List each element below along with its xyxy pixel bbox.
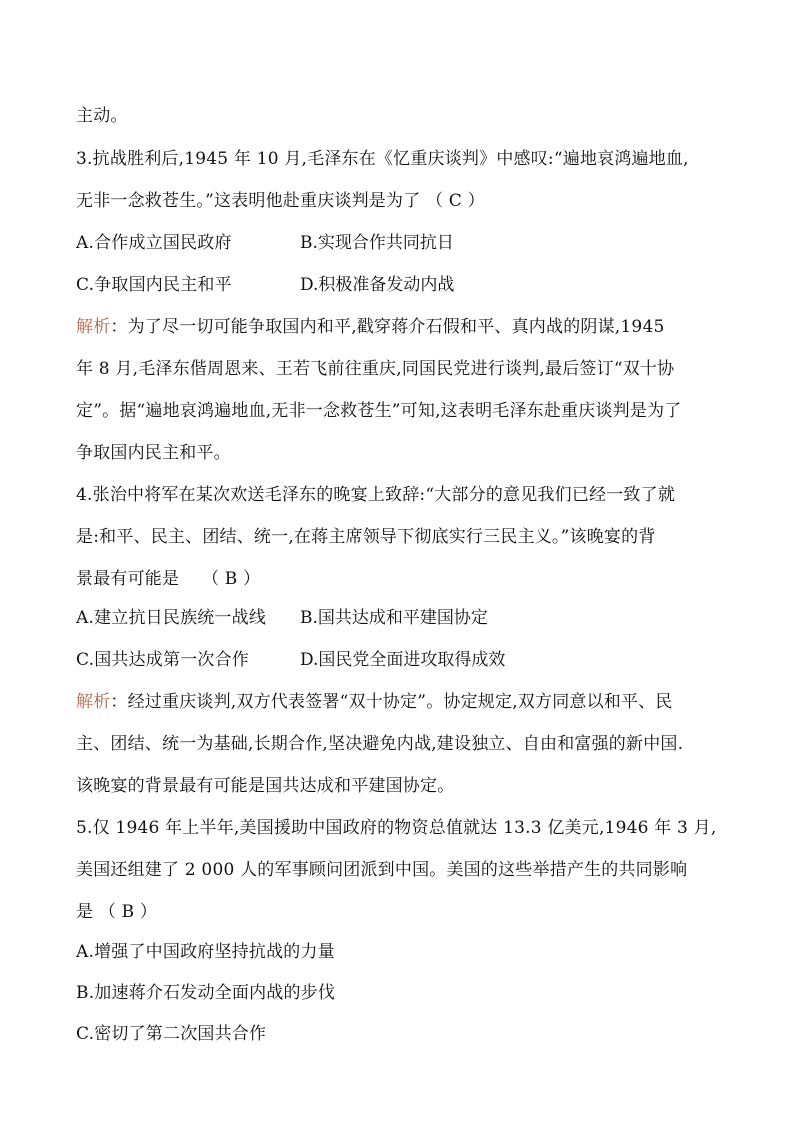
question-4-stem-line-1: 4.张治中将军在某次欢送毛泽东的晚宴上致辞:“大部分的意见我们已经一致了就 xyxy=(76,485,676,505)
question-3-option-b: B.实现合作共同抗日 xyxy=(300,233,454,253)
question-5-stem-line-3: 是 （ B ） xyxy=(76,902,158,922)
question-5-option-a: A.增强了中国政府坚持抗战的力量 xyxy=(76,942,335,962)
question-4-stem-line-3: 景最有可能是 （ B ） xyxy=(76,569,261,589)
question-3-stem-line-1: 3.抗战胜利后,1945 年 10 月,毛泽东在《忆重庆谈判》中感叹:“遍地哀鸿遍地血, xyxy=(76,149,689,169)
question-4-analysis-line-1 xyxy=(76,690,673,714)
question-3-analysis-line-4: 争取国内民主和平。 xyxy=(76,443,231,463)
analysis-label: 解析 xyxy=(76,692,111,712)
question-4-option-c: C.国共达成第一次合作 xyxy=(76,650,250,670)
question-3-stem-line-2: 无非一念救苍生。”这表明他赴重庆谈判是为了 （ C ） xyxy=(76,191,485,211)
question-4-option-a: A.建立抗日民族统一战线 xyxy=(76,608,267,628)
question-3-analysis-line-2: 年 8 月,毛泽东偕周恩来、王若飞前往重庆,同国民党进行谈判,最后签订“双十协 xyxy=(76,359,675,379)
question-3-option-d: D.积极准备发动内战 xyxy=(300,275,455,295)
question-3-analysis-line-1 xyxy=(76,315,664,339)
question-4-stem-line-2: 是:和平、民主、团结、统一,在蒋主席领导下彻底实行三民主义。”该晚宴的背 xyxy=(76,527,656,547)
question-5-option-b: B.加速蒋介石发动全面内战的步伐 xyxy=(76,983,336,1003)
question-4-option-b: B.国共达成和平建国协定 xyxy=(300,608,488,628)
question-5-option-c: C.密切了第二次国共合作 xyxy=(76,1024,267,1044)
question-3-option-a: A.合作成立国民政府 xyxy=(76,233,232,253)
question-4-option-d: D.国民党全面进攻取得成效 xyxy=(300,650,506,670)
analysis-text: ：为了尽一切可能争取国内和平,戳穿蒋介石假和平、真内战的阴谋,1945 xyxy=(110,317,665,337)
question-4-analysis-line-3: 该晚宴的背景最有可能是国共达成和平建国协定。 xyxy=(76,776,455,796)
analysis-label: 解析 xyxy=(76,317,111,337)
question-5-stem-line-1: 5.仅 1946 年上半年,美国援助中国政府的物资总值就达 13.3 亿美元,1946 年 3 月, xyxy=(76,818,717,838)
question-3-option-c: C.争取国内民主和平 xyxy=(76,275,232,295)
question-3-analysis-line-3: 定”。据“遍地哀鸿遍地血,无非一念救苍生”可知,这表明毛泽东赴重庆谈判是为了 xyxy=(76,401,682,421)
question-5-stem-line-2: 美国还组建了 2 000 人的军事顾问团派到中国。美国的这些举措产生的共同影响 xyxy=(76,860,688,880)
text-line: 主动。 xyxy=(76,106,128,126)
question-4-analysis-line-2: 主、团结、统一为基础,长期合作,坚决避免内战,建设独立、自由和富强的新中国. xyxy=(76,734,684,754)
analysis-text: ：经过重庆谈判,双方代表签署“双十协定”。协定规定,双方同意以和平、民 xyxy=(110,692,673,712)
